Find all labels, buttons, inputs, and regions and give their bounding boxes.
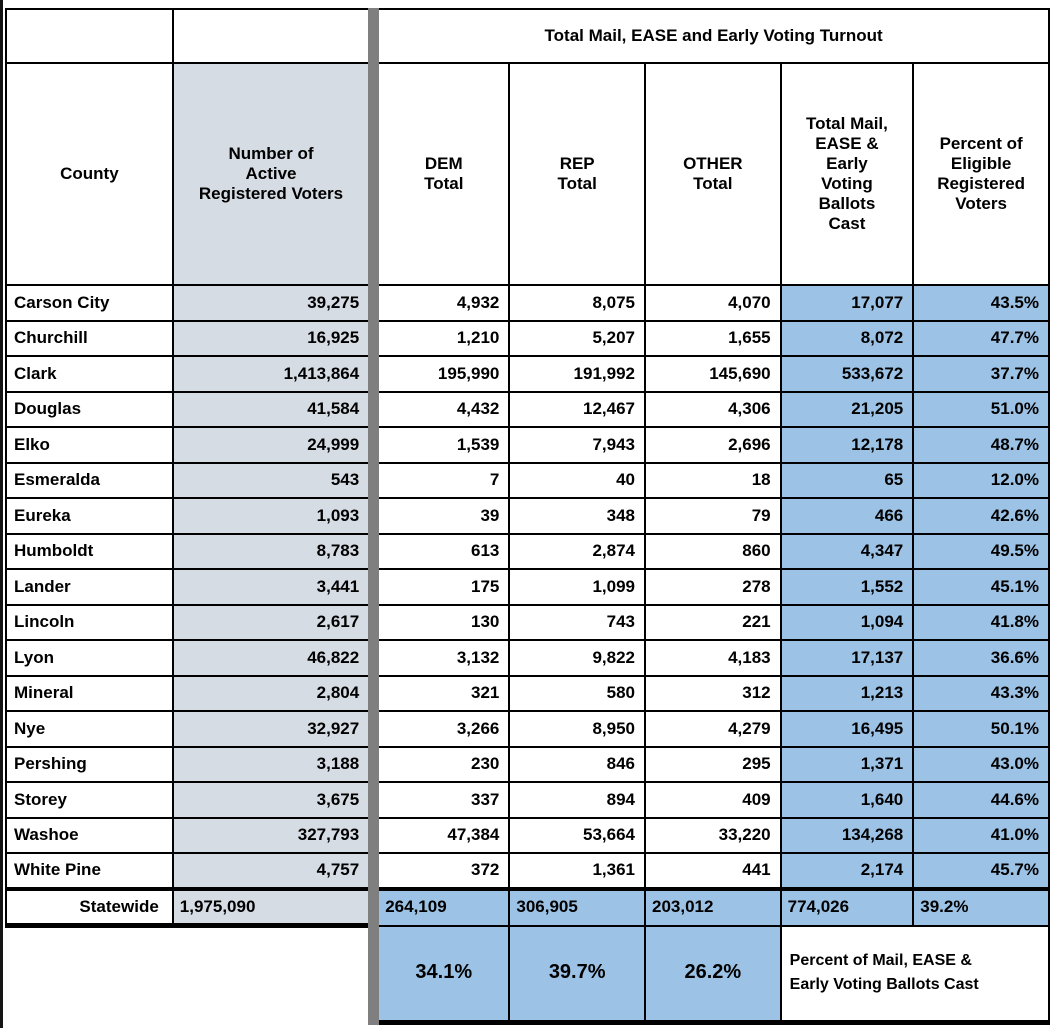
table-row <box>6 498 1049 534</box>
cell-total-ballots-cast: 17,077 <box>781 285 914 321</box>
cell-county-name: Carson City <box>6 285 173 321</box>
table-body <box>6 9 1049 1023</box>
cell-total-ballots-cast: 1,371 <box>781 747 914 783</box>
cell-rep-total: 580 <box>509 676 645 712</box>
cell-other-total: 278 <box>645 569 781 605</box>
cell-active-registered: 39,275 <box>173 285 374 321</box>
cell-total-ballots-cast: 12,178 <box>781 427 914 463</box>
cell-percent-eligible: 45.1% <box>913 569 1049 605</box>
cell-other-total: 2,696 <box>645 427 781 463</box>
cell-rep-total: 1,361 <box>509 853 645 889</box>
table-row <box>6 818 1049 854</box>
cell-percent-eligible: 43.0% <box>913 747 1049 783</box>
table-row <box>6 463 1049 499</box>
cell-rep-total: 743 <box>509 605 645 641</box>
cell-dem-total: 372 <box>374 853 510 889</box>
cell-percent-eligible: 47.7% <box>913 321 1049 357</box>
table-row <box>6 747 1049 783</box>
col-header-other-total: OTHER Total <box>645 63 781 285</box>
statewide-row <box>6 889 1049 926</box>
cell-dem-total: 7 <box>374 463 510 499</box>
cell-footer-dem-percent: 34.1% <box>374 926 510 1023</box>
cell-rep-total: 9,822 <box>509 640 645 676</box>
cell-county-name: Clark <box>6 356 173 392</box>
cell-rep-total: 7,943 <box>509 427 645 463</box>
cell-rep-total: 1,099 <box>509 569 645 605</box>
cell-percent-eligible: 37.7% <box>913 356 1049 392</box>
col-header-rep-total: REP Total <box>509 63 645 285</box>
cell-active-registered: 41,584 <box>173 392 374 428</box>
cell-other-total: 4,306 <box>645 392 781 428</box>
cell-county-name: Humboldt <box>6 534 173 570</box>
cell-statewide-active-registered: 1,975,090 <box>173 889 374 926</box>
cell-percent-eligible: 42.6% <box>913 498 1049 534</box>
footer-percentage-row <box>6 926 1049 1023</box>
cell-rep-total: 8,950 <box>509 711 645 747</box>
cell-percent-eligible: 48.7% <box>913 427 1049 463</box>
cell-county-name: Storey <box>6 782 173 818</box>
cell-other-total: 441 <box>645 853 781 889</box>
table-row <box>6 427 1049 463</box>
cell-county-name: Pershing <box>6 747 173 783</box>
cell-total-ballots-cast: 533,672 <box>781 356 914 392</box>
footer-blank-county <box>6 926 173 1023</box>
cell-statewide-total-ballots-cast: 774,026 <box>781 889 914 926</box>
cell-county-name: White Pine <box>6 853 173 889</box>
table-row <box>6 534 1049 570</box>
table-row <box>6 711 1049 747</box>
cell-rep-total: 53,664 <box>509 818 645 854</box>
cell-active-registered: 327,793 <box>173 818 374 854</box>
cell-active-registered: 1,093 <box>173 498 374 534</box>
cell-county-name: Esmeralda <box>6 463 173 499</box>
cell-other-total: 860 <box>645 534 781 570</box>
cell-percent-eligible: 50.1% <box>913 711 1049 747</box>
cell-dem-total: 230 <box>374 747 510 783</box>
col-header-total-ballots-cast: Total Mail, EASE & Early Voting Ballots Cast <box>781 63 914 285</box>
cell-dem-total: 47,384 <box>374 818 510 854</box>
cell-rep-total: 191,992 <box>509 356 645 392</box>
cell-county-name: Mineral <box>6 676 173 712</box>
cell-total-ballots-cast: 21,205 <box>781 392 914 428</box>
cell-active-registered: 1,413,864 <box>173 356 374 392</box>
cell-total-ballots-cast: 4,347 <box>781 534 914 570</box>
cell-percent-eligible: 36.6% <box>913 640 1049 676</box>
cell-statewide-dem-total: 264,109 <box>374 889 510 926</box>
cell-footer-other-percent: 26.2% <box>645 926 781 1023</box>
cell-other-total: 409 <box>645 782 781 818</box>
cell-dem-total: 4,432 <box>374 392 510 428</box>
cell-county-name: Lander <box>6 569 173 605</box>
footer-note: Percent of Mail, EASE & Early Voting Ballots Cast <box>781 926 1049 1023</box>
cell-county-name: Washoe <box>6 818 173 854</box>
cell-active-registered: 24,999 <box>173 427 374 463</box>
cell-dem-total: 4,932 <box>374 285 510 321</box>
table-row <box>6 392 1049 428</box>
cell-total-ballots-cast: 1,094 <box>781 605 914 641</box>
voting-turnout-table <box>5 8 1050 1025</box>
table-row <box>6 569 1049 605</box>
table-row <box>6 676 1049 712</box>
cell-dem-total: 175 <box>374 569 510 605</box>
cell-rep-total: 12,467 <box>509 392 645 428</box>
footer-blank-registered <box>173 926 374 1023</box>
cell-active-registered: 2,804 <box>173 676 374 712</box>
cell-statewide-percent-eligible: 39.2% <box>913 889 1049 926</box>
table-row <box>6 356 1049 392</box>
cell-active-registered: 2,617 <box>173 605 374 641</box>
cell-percent-eligible: 12.0% <box>913 463 1049 499</box>
cell-active-registered: 3,441 <box>173 569 374 605</box>
title-row <box>6 9 1049 63</box>
cell-rep-total: 40 <box>509 463 645 499</box>
cell-percent-eligible: 43.5% <box>913 285 1049 321</box>
cell-active-registered: 16,925 <box>173 321 374 357</box>
cell-total-ballots-cast: 16,495 <box>781 711 914 747</box>
cell-statewide-rep-total: 306,905 <box>509 889 645 926</box>
table-row <box>6 853 1049 889</box>
cell-dem-total: 1,210 <box>374 321 510 357</box>
cell-footer-rep-percent: 39.7% <box>509 926 645 1023</box>
cell-other-total: 33,220 <box>645 818 781 854</box>
cell-active-registered: 543 <box>173 463 374 499</box>
header-corner-blank-county <box>6 9 173 63</box>
cell-dem-total: 321 <box>374 676 510 712</box>
table-row <box>6 321 1049 357</box>
cell-other-total: 312 <box>645 676 781 712</box>
cell-county-name: Nye <box>6 711 173 747</box>
cell-other-total: 4,070 <box>645 285 781 321</box>
col-header-dem-total: DEM Total <box>374 63 510 285</box>
cell-total-ballots-cast: 8,072 <box>781 321 914 357</box>
header-corner-blank-registered <box>173 9 374 63</box>
cell-dem-total: 1,539 <box>374 427 510 463</box>
cell-total-ballots-cast: 17,137 <box>781 640 914 676</box>
cell-rep-total: 2,874 <box>509 534 645 570</box>
cell-county-name: Lincoln <box>6 605 173 641</box>
cell-other-total: 295 <box>645 747 781 783</box>
cell-active-registered: 8,783 <box>173 534 374 570</box>
cell-other-total: 79 <box>645 498 781 534</box>
cell-percent-eligible: 44.6% <box>913 782 1049 818</box>
table-row <box>6 640 1049 676</box>
cell-other-total: 145,690 <box>645 356 781 392</box>
cell-statewide-other-total: 203,012 <box>645 889 781 926</box>
cell-other-total: 18 <box>645 463 781 499</box>
cell-active-registered: 46,822 <box>173 640 374 676</box>
cell-dem-total: 39 <box>374 498 510 534</box>
cell-percent-eligible: 41.0% <box>913 818 1049 854</box>
cell-active-registered: 4,757 <box>173 853 374 889</box>
cell-dem-total: 130 <box>374 605 510 641</box>
cell-statewide-label: Statewide <box>6 889 173 926</box>
cell-percent-eligible: 49.5% <box>913 534 1049 570</box>
cell-total-ballots-cast: 134,268 <box>781 818 914 854</box>
cell-total-ballots-cast: 1,640 <box>781 782 914 818</box>
cell-rep-total: 846 <box>509 747 645 783</box>
cell-other-total: 221 <box>645 605 781 641</box>
cell-dem-total: 195,990 <box>374 356 510 392</box>
cell-rep-total: 348 <box>509 498 645 534</box>
cell-percent-eligible: 43.3% <box>913 676 1049 712</box>
col-header-active-registered-voters: Number of Active Registered Voters <box>173 63 374 285</box>
cell-active-registered: 32,927 <box>173 711 374 747</box>
cell-rep-total: 8,075 <box>509 285 645 321</box>
cell-percent-eligible: 51.0% <box>913 392 1049 428</box>
cell-total-ballots-cast: 2,174 <box>781 853 914 889</box>
cell-county-name: Eureka <box>6 498 173 534</box>
cell-other-total: 4,279 <box>645 711 781 747</box>
cell-county-name: Churchill <box>6 321 173 357</box>
column-header-row <box>6 63 1049 285</box>
cell-percent-eligible: 41.8% <box>913 605 1049 641</box>
cell-county-name: Douglas <box>6 392 173 428</box>
col-header-county: County <box>6 63 173 285</box>
cell-dem-total: 3,132 <box>374 640 510 676</box>
col-header-percent-eligible: Percent of Eligible Registered Voters <box>913 63 1049 285</box>
table-title: Total Mail, EASE and Early Voting Turnout <box>374 9 1049 63</box>
cell-active-registered: 3,675 <box>173 782 374 818</box>
table-row <box>6 782 1049 818</box>
cell-dem-total: 613 <box>374 534 510 570</box>
cell-total-ballots-cast: 1,213 <box>781 676 914 712</box>
table-row <box>6 605 1049 641</box>
cell-total-ballots-cast: 65 <box>781 463 914 499</box>
table-row <box>6 285 1049 321</box>
cell-total-ballots-cast: 466 <box>781 498 914 534</box>
cell-rep-total: 894 <box>509 782 645 818</box>
cell-other-total: 4,183 <box>645 640 781 676</box>
cell-percent-eligible: 45.7% <box>913 853 1049 889</box>
cell-county-name: Lyon <box>6 640 173 676</box>
cell-active-registered: 3,188 <box>173 747 374 783</box>
cell-dem-total: 337 <box>374 782 510 818</box>
cell-rep-total: 5,207 <box>509 321 645 357</box>
cell-county-name: Elko <box>6 427 173 463</box>
cell-other-total: 1,655 <box>645 321 781 357</box>
cell-dem-total: 3,266 <box>374 711 510 747</box>
cell-total-ballots-cast: 1,552 <box>781 569 914 605</box>
